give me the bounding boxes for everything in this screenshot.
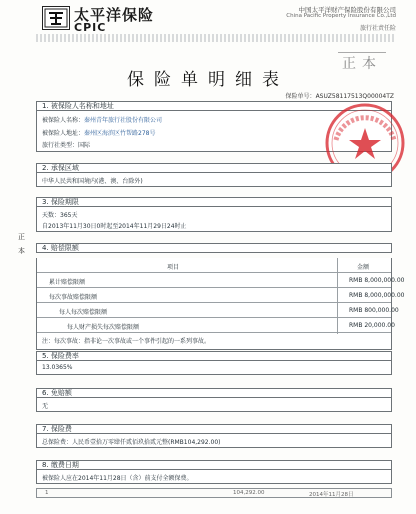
policy-number-label: 保险单号：	[285, 93, 316, 100]
footer-bar	[36, 488, 392, 498]
limits-table	[36, 258, 405, 350]
table-row: 每人每次赔偿限额 RMB 800,000.00	[37, 303, 391, 318]
policy-number-value: ASUZ58117513Q00004TZ	[315, 93, 394, 100]
section-premium-body	[36, 434, 392, 448]
company-name-en: China Pacific Property Insurance Co.,Ltd	[286, 13, 396, 19]
coverage-region: 中华人民共和国境内(港、澳、台除外)	[42, 178, 143, 185]
deductible-value: 无	[42, 403, 49, 410]
company-name-cn: 中国太平洋财产保险股份有限公司	[298, 6, 396, 14]
section-period-heading: 3. 保险期限	[36, 197, 392, 207]
period-days: 天数：365天	[42, 212, 78, 219]
document-title: 保险单明细表	[127, 70, 289, 90]
side-label-zheng: 正	[18, 233, 25, 241]
section-payment-heading: 8. 缴费日期	[36, 460, 392, 470]
brand-name-cn: 太平洋保险	[74, 6, 155, 24]
brand-name-en: CPIC	[74, 21, 107, 34]
cpic-logo-icon	[42, 6, 70, 30]
payment-deadline: 被保险人应在2014年11月28日（含）前支付全额保费。	[42, 475, 193, 482]
section-deductible-body	[36, 398, 392, 412]
section-rate-heading: 5. 保险费率	[36, 351, 392, 361]
section-region-body	[36, 173, 392, 187]
agency-type-line: 旅行社类型：国际	[42, 142, 91, 149]
limits-note: 注：每次事故：指非论一次事故或一个事件引起的一系列事故。	[42, 338, 211, 345]
limits-col-amount: 金额	[357, 264, 370, 271]
table-row: 每次事故赔偿限额 RMB 8,000,000.00	[37, 288, 391, 303]
section-limits-heading: 4. 赔偿限额	[36, 243, 392, 253]
period-range: 自2013年11月30日0时起至2014年11月29日24时止	[42, 223, 187, 230]
section-rate-body	[36, 361, 392, 375]
insured-address-line: 被保险人地址：秦州区海滨区竹帮路278号	[42, 130, 156, 137]
insured-address: 秦州区海滨区竹帮路278号	[84, 130, 156, 137]
section-period-body	[36, 207, 392, 232]
department-label: 旅行社责任险	[359, 25, 396, 32]
limits-header-row	[37, 258, 391, 273]
total-premium: 总保险费：人民币壹拾万零肆仟贰佰玖拾贰元整(RMB104,292.00)	[42, 439, 221, 446]
premium-rate: 13.0365%	[42, 364, 73, 371]
side-label-ben: 本	[18, 247, 25, 255]
policy-number	[286, 91, 394, 100]
section-region-heading: 2. 承保区域	[36, 163, 392, 173]
section-payment-body	[36, 470, 392, 484]
footer-amount: 104,292.00	[233, 490, 265, 496]
footer-page-number: 1	[45, 490, 49, 496]
original-copy-mark: 正本	[338, 52, 386, 73]
header-divider	[36, 34, 396, 42]
insured-name: 秦州青年旅行社股份有限公司	[84, 117, 163, 124]
footer-date: 2014年11月28日	[309, 492, 354, 498]
section-deductible-heading: 6. 免赔额	[36, 388, 392, 398]
section-premium-heading: 7. 保险费	[36, 424, 392, 434]
table-row: 累计赔偿限额 RMB 8,000,000.00	[37, 273, 391, 288]
agency-type: 国际	[78, 142, 91, 149]
table-row: 每人财产损失每次赔偿限额 RMB 20,000.00	[37, 318, 391, 333]
section-insured-heading: 1. 被保险人名称和地址	[36, 101, 392, 111]
limits-col-item: 项目	[167, 264, 180, 271]
insured-name-line: 被保险人名称：秦州青年旅行社股份有限公司	[42, 117, 163, 124]
